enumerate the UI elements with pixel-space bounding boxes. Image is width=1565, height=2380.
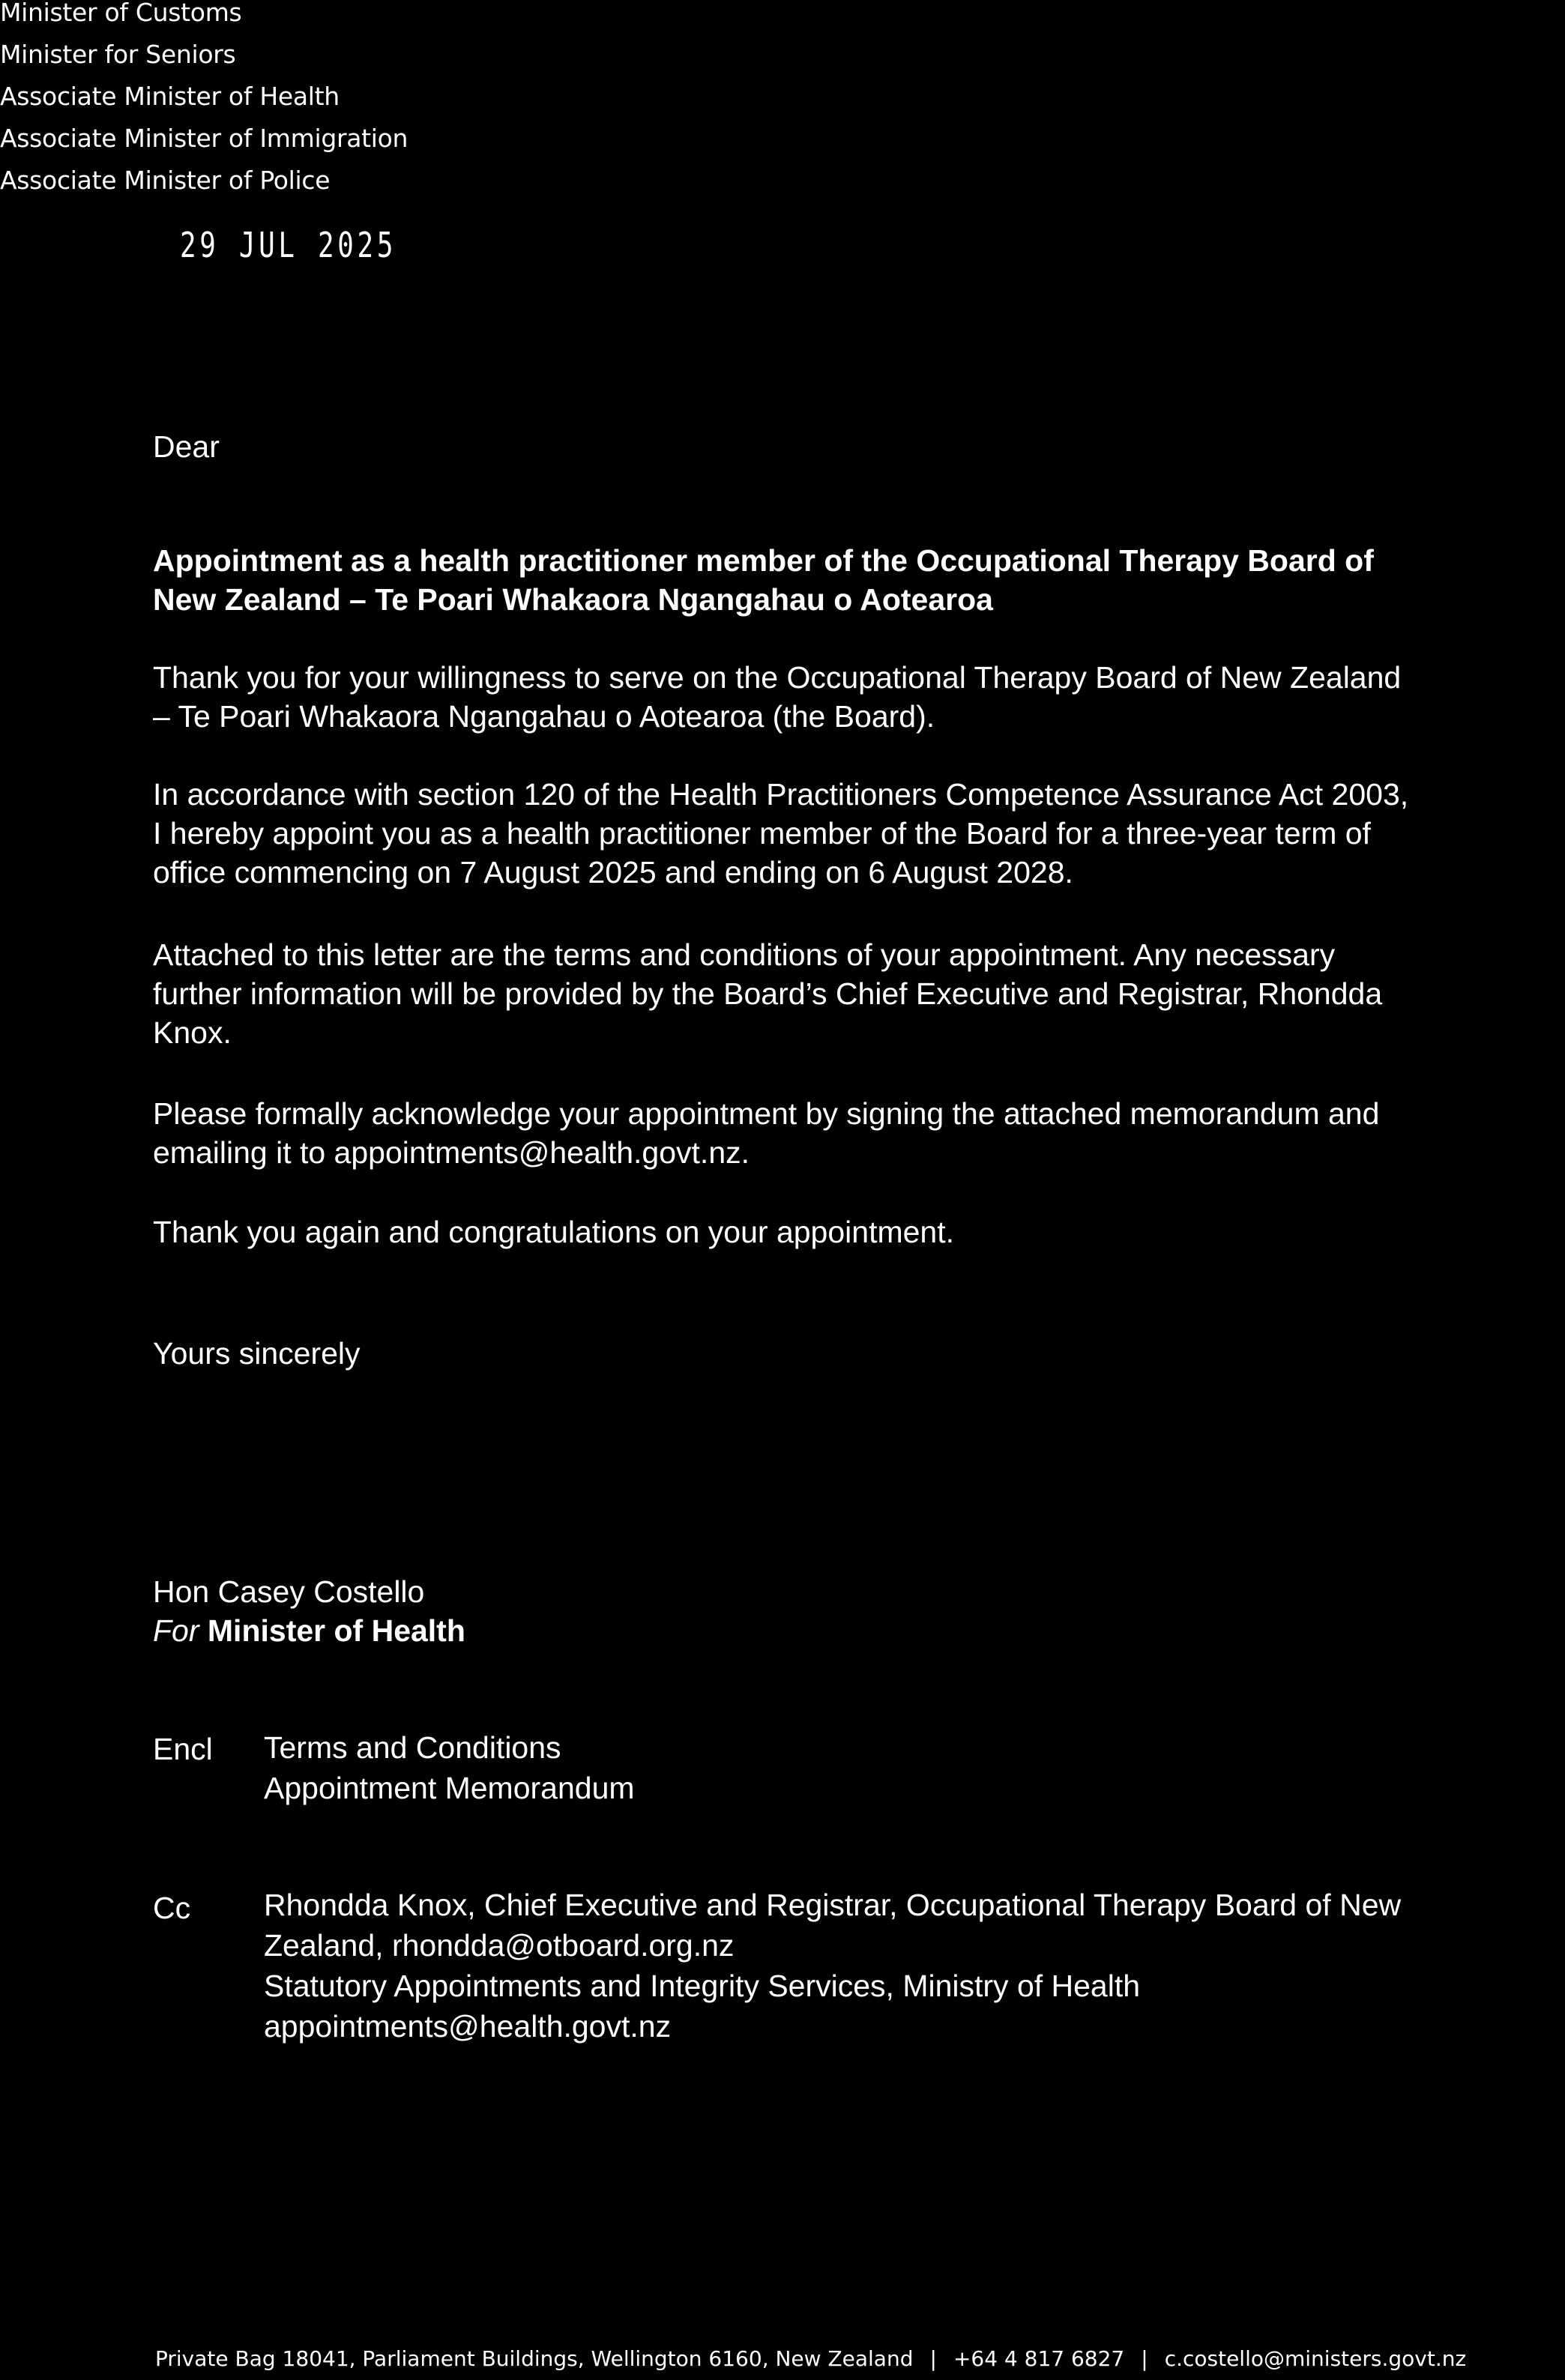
signatory-role-prefix: For	[153, 1613, 199, 1648]
letterhead-title: Minister of Customs	[0, 0, 242, 27]
closing: Yours sincerely	[153, 1336, 361, 1371]
paragraph-line: Thank you for your willingness to serve on the Occupational Therapy Board of New Zealand	[153, 660, 1402, 695]
cc-line: Zealand, rhondda@otboard.org.nz	[264, 1928, 735, 1963]
subject-line: New Zealand – Te Poari Whakaora Ngangahau o Aotearoa	[153, 582, 993, 617]
cc-label: Cc	[153, 1891, 191, 1925]
footer-separator: |	[1141, 2346, 1148, 2371]
letterhead-title: Minister for Seniors	[0, 40, 236, 69]
paragraph-line: – Te Poari Whakaora Ngangahau o Aotearoa (the Board).	[153, 699, 935, 734]
paragraph-line: In accordance with section 120 of the Health Practitioners Competence Assurance Act 2003,	[153, 777, 1409, 812]
enclosure-item: Appointment Memorandum	[264, 1771, 635, 1805]
enclosures-label: Encl	[153, 1732, 213, 1766]
letterhead-title: Associate Minister of Health	[0, 82, 340, 111]
signatory-role	[153, 1611, 465, 1650]
footer-address: Private Bag 18041, Parliament Buildings, Wellington 6160, New Zealand	[155, 2346, 914, 2371]
cc-line: Rhondda Knox, Chief Executive and Registrar, Occupational Therapy Board of New	[264, 1888, 1402, 1922]
paragraph-line: Attached to this letter are the terms and conditions of your appointment. Any necessary	[153, 937, 1336, 972]
enclosure-item: Terms and Conditions	[264, 1730, 561, 1765]
letterhead-title: Associate Minister of Police	[0, 166, 331, 195]
date-stamp: 29 JUL 2025	[180, 225, 397, 265]
cc-line: appointments@health.govt.nz	[264, 2009, 672, 2044]
footer-separator: |	[929, 2346, 937, 2371]
letterhead-title: Associate Minister of Immigration	[0, 124, 408, 153]
paragraph-line: Knox.	[153, 1015, 232, 1050]
paragraph-line: office commencing on 7 August 2025 and ending on 6 August 2028.	[153, 855, 1073, 890]
signatory-role-title: Minister of Health	[207, 1613, 465, 1648]
signatory-name: Hon Casey Costello	[153, 1574, 425, 1609]
paragraph-line: I hereby appoint you as a health practitioner member of the Board for a three-year term of	[153, 816, 1371, 851]
footer-email: c.costello@ministers.govt.nz	[1164, 2346, 1467, 2371]
paragraph-line: emailing it to appointments@health.govt.nz.	[153, 1135, 750, 1170]
footer-contact	[155, 2346, 1467, 2371]
paragraph-line: Thank you again and congratulations on your appointment.	[153, 1215, 955, 1249]
footer-phone: +64 4 817 6827	[953, 2346, 1125, 2371]
subject-line: Appointment as a health practitioner member of the Occupational Therapy Board of	[153, 543, 1374, 578]
cc-line: Statutory Appointments and Integrity Services, Ministry of Health	[264, 1969, 1141, 2003]
paragraph-line: further information will be provided by the Board’s Chief Executive and Registrar, Rhondda	[153, 976, 1383, 1011]
salutation: Dear	[153, 429, 220, 464]
paragraph-line: Please formally acknowledge your appointment by signing the attached memorandum and	[153, 1096, 1380, 1131]
